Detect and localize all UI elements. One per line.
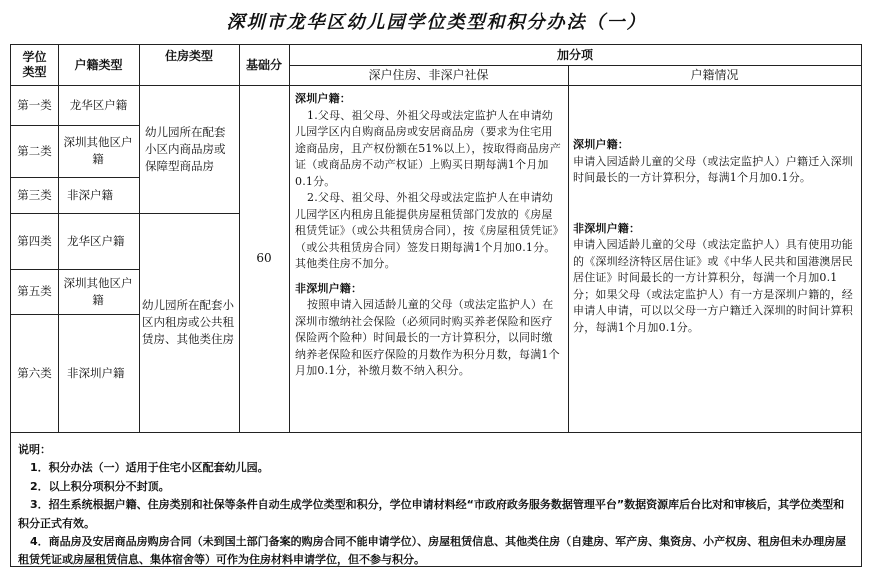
housing-bonus-nonsz-p: 按照申请入园适龄儿童的父母（或法定监护人）在深圳市缴纳社会保险（必须同时购买养老保险和医疗保险两个险种）时间最长的一方计算积分，以同时缴纳养老保险和医疗保险的月数作为积分月数，每满1个月加0.1分，补缴月数不纳入积分。 — [295, 298, 560, 377]
header-bonus: 加分项 — [556, 47, 593, 62]
row-type: 第一类 — [17, 97, 52, 112]
page-title: 深圳市龙华区幼儿园学位类型和积分办法（一） — [226, 12, 647, 33]
row-hukou: 非深户籍 — [67, 187, 113, 202]
note-item: 2．以上积分项积分不封顶。 — [30, 479, 170, 493]
hukou-bonus-text — [573, 137, 855, 336]
row-type: 第五类 — [17, 284, 52, 298]
header-degree-type: 学位 类型 — [22, 50, 47, 79]
housing-bonus-sz-p1: 1.父母、祖父母、外祖父母或法定监护人在申请幼儿园学区内自购商品房或安居商品房（要求为住宅用途商品房，且产权份额在51%以上），按取得商品房产证（或商品房不动产权证）上购买日期每满1个月加0.1分。 — [295, 108, 561, 188]
row-hukou: 龙华区户籍 — [67, 233, 125, 248]
row-hukou: 非深圳户籍 — [67, 365, 125, 380]
hukou-bonus-nonsz-p: 申请入园适龄儿童的父母（或法定监护人）具有使用功能的《深圳经济特区居住证》或《中华人民共和国港澳居民居住证》时间最长的一方计算积分，每满一个月加0.1分；如果父母（或法定监护人）有一方是深圳户籍的，经申请人申请，可以以父母一方户籍迁入深圳的时间计算积分，每满1个月加0.1分。 — [573, 238, 853, 334]
row-type: 第六类 — [17, 365, 52, 380]
hukou-bonus-nonsz-heading: 非深圳户籍： — [573, 221, 641, 235]
row-type: 第四类 — [17, 233, 52, 248]
hukou-bonus-sz-p: 申请入园适龄儿童的父母（或法定监护人）户籍迁入深圳时间最长的一方计算积分，每满1个月加0.1分。 — [573, 154, 853, 184]
hukou-bonus-sz-heading: 深圳户籍： — [573, 138, 629, 151]
row-type: 第三类 — [17, 187, 52, 202]
housing-bonus-text — [295, 91, 563, 380]
note-item: 3．招生系统根据户籍、住房类别和社保等条件自动生成学位类型和积分，学位申请材料经“市政府政务服务数据管理平台”数据资源库后台比对和审核后，其学位类型和积分正式有效。 — [18, 498, 845, 530]
row-hukou: 龙华区户籍 — [69, 97, 128, 112]
housing-group-rented: 幼儿园所在配套小区内租房或公共租赁房、其他类住房 — [142, 298, 234, 346]
row-hukou: 深圳其他区户籍 — [63, 275, 133, 307]
header-housing-type: 住房类型 — [164, 49, 213, 63]
header-hukou-type: 户籍类型 — [74, 57, 123, 72]
notes-section — [18, 441, 848, 570]
header-bonus-housing: 深户住房、非深户社保 — [368, 67, 489, 82]
header-bonus-hukou: 户籍情况 — [690, 67, 739, 82]
housing-bonus-sz-heading: 深圳户籍： — [295, 92, 351, 105]
header-base-score: 基础分 — [245, 57, 282, 72]
housing-bonus-sz-p2: 2.父母、祖父母、外祖父母或法定监护人在申请幼儿园学区内租房且能提供房屋租赁部门发放的《房屋租赁凭证》（或公共租赁房合同），按《房屋租赁凭证》（或公共租赁房合同）签发日期每满1个月加0.1分。其他类住房不加分。 — [295, 191, 559, 270]
base-score: 60 — [256, 251, 272, 265]
note-item: 4．商品房及安居商品房购房合同（未到国土部门备案的购房合同不能申请学位）、房屋租赁信息、其他类住房（自建房、军产房、集资房、小产权房、租房但未办理房屋租赁凭证或房屋租赁信息、集体宿舍等）可作为住房材料申请学位，但不参与积分。 — [18, 535, 847, 567]
housing-bonus-nonsz-heading: 非深圳户籍： — [295, 281, 363, 295]
row-type: 第二类 — [17, 143, 52, 158]
row-hukou: 深圳其他区户籍 — [63, 135, 133, 166]
note-item: 1．积分办法（一）适用于住宅小区配套幼儿园。 — [30, 461, 269, 475]
notes-heading: 说明： — [18, 443, 51, 456]
housing-group-owned: 幼儿园所在配套小区内商品房或保障型商品房 — [145, 124, 226, 173]
